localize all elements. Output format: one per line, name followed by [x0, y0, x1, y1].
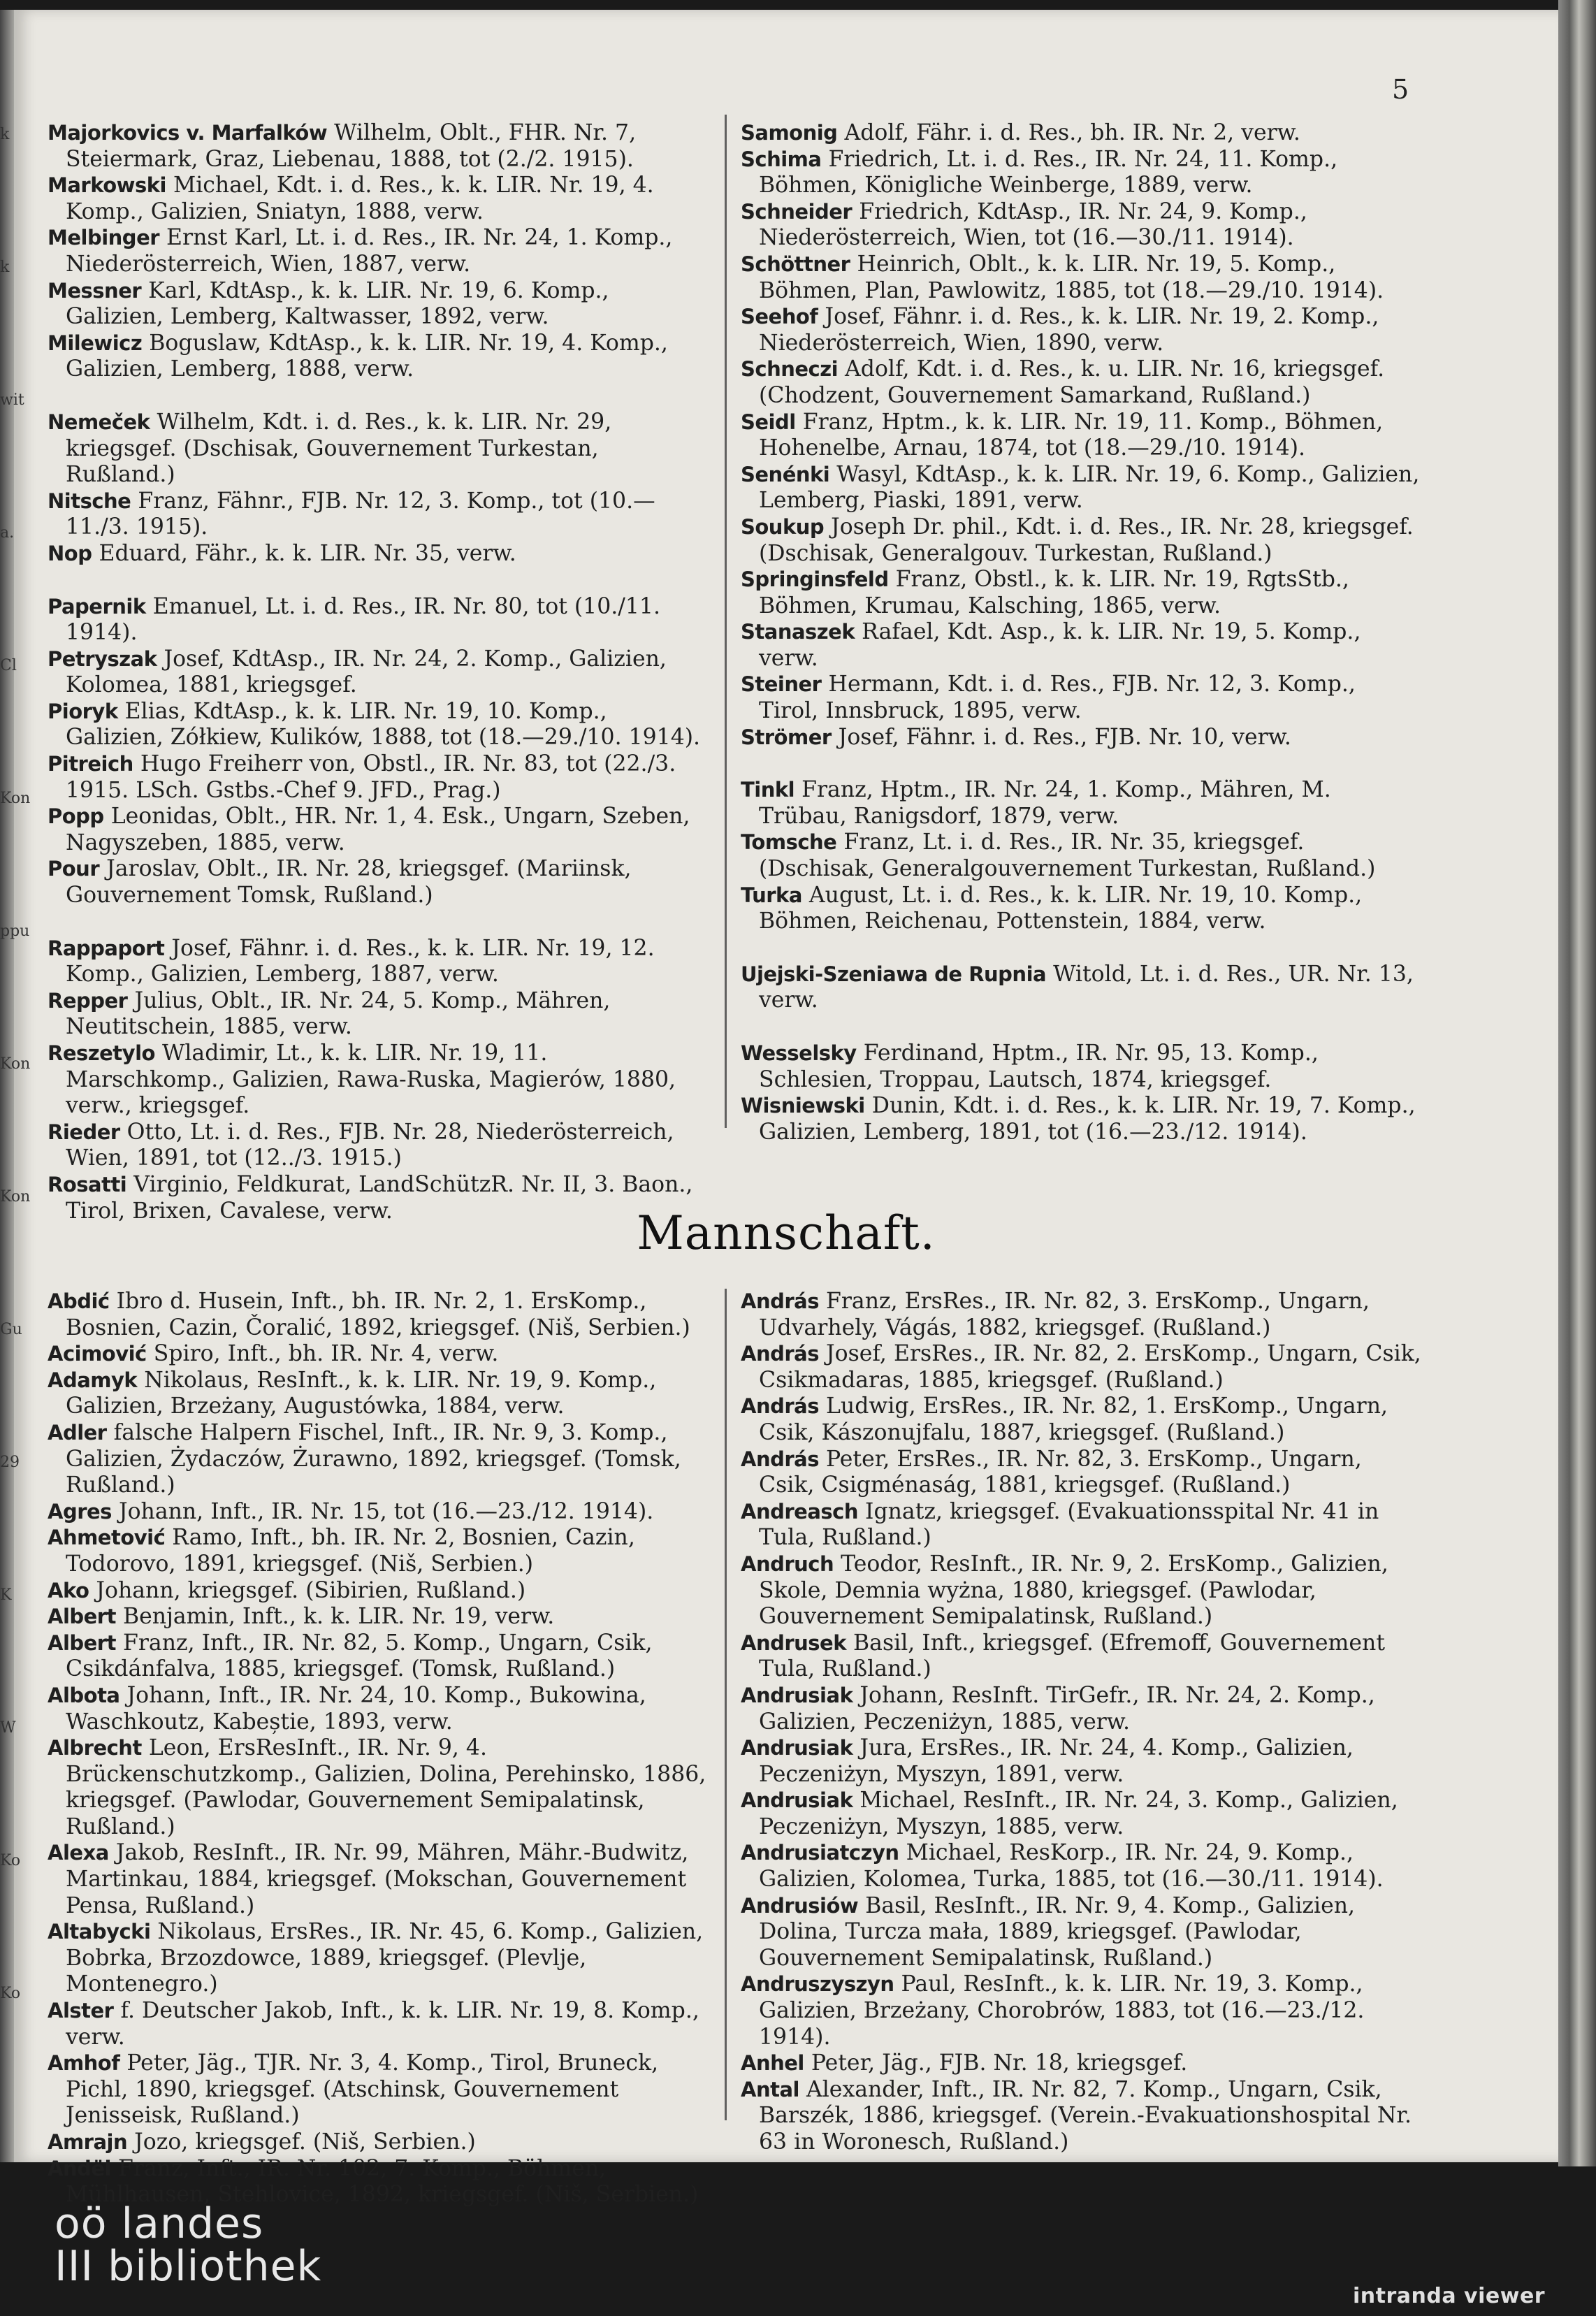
register-entry [48, 646, 711, 699]
entry-surname: Andruszyszyn [741, 1972, 894, 1997]
entry-details: Alexander, Inft., IR. Nr. 82, 7. Komp., Ungarn, Csik, Barszék, 1886, kriegsgef. (Verein.-Evakuationshospital Nr. 63 in Woronesch, Rußland.) [759, 2076, 1412, 2155]
entry-surname: Samonig [741, 121, 838, 145]
register-entry [741, 1394, 1422, 1446]
entry-details: Wasyl, KdtAsp., k. k. LIR. Nr. 19, 6. Komp., Galizien, Lemberg, Piaski, 1891, verw. [759, 461, 1420, 514]
register-entry [48, 1840, 711, 1919]
entry-surname: Schima [741, 147, 822, 171]
entry-details: Johann, Inft., IR. Nr. 15, tot (16.—23./12. 1914). [111, 1498, 654, 1524]
register-entry [48, 1604, 711, 1630]
register-entry [48, 856, 711, 909]
register-entry [48, 120, 711, 173]
entry-surname: Adamyk [48, 1368, 138, 1392]
register-entry [48, 2050, 711, 2129]
entry-details: Benjamin, Inft., k. k. LIR. Nr. 19, verw. [115, 1604, 555, 1630]
register-entry [48, 594, 711, 646]
register-entry [48, 1499, 711, 1526]
margin-fragment: Ko [0, 1852, 21, 1869]
entry-gap [741, 935, 1422, 962]
register-entry [48, 1420, 711, 1499]
viewer-label[interactable]: intranda viewer [1353, 2284, 1546, 2308]
register-entry [48, 1683, 711, 1735]
entry-details: Franz, ErsRes., IR. Nr. 82, 3. ErsKomp., Ungarn, Udvarhely, Vágás, 1882, kriegsgef. (Rußland.) [759, 1289, 1370, 1340]
entry-surname: Milewicz [48, 331, 143, 355]
register-entry [48, 488, 711, 541]
entry-details: Josef, KdtAsp., IR. Nr. 24, 2. Komp., Galizien, Kolomea, 1881, kriegsgef. [66, 646, 667, 698]
entry-surname: Wisniewski [741, 1094, 865, 1118]
register-entry [48, 2129, 711, 2156]
entry-details: Heinrich, Oblt., k. k. LIR. Nr. 19, 5. Komp., Böhmen, Plan, Pawlowitz, 1885, tot (18.—29./10. 1914). [759, 251, 1384, 303]
entry-details: Nikolaus, ErsRes., IR. Nr. 45, 6. Komp., Galizien, Bobrka, Brzozdowce, 1889, kriegsgef. (Plevlje, Montenegro.) [66, 1919, 704, 1997]
entry-surname: Messner [48, 278, 142, 303]
entry-surname: András [741, 1447, 819, 1471]
entry-surname: Albert [48, 1605, 116, 1629]
register-entry [48, 225, 711, 277]
entry-surname: Nitsche [48, 488, 131, 513]
register-entry [741, 672, 1422, 724]
register-entry [48, 1368, 711, 1420]
entry-surname: Andrusiak [741, 1788, 853, 1813]
entry-details: Wladimir, Lt., k. k. LIR. Nr. 19, 11. Marschkomp., Galizien, Rawa-Ruska, Magierów, 1880, verw., kriegsgef. [66, 1041, 676, 1119]
entry-details: Franz, Inft., IR. Nr. 82, 5. Komp., Ungarn, Csik, Csikdánfalva, 1885, kriegsgef. (Tomsk, Rußland.) [66, 1630, 653, 1682]
register-entry [741, 356, 1422, 409]
entry-surname: Soukup [741, 514, 825, 539]
register-entry [741, 1447, 1422, 1499]
register-entry [48, 1578, 711, 1605]
entry-surname: Papernik [48, 594, 146, 618]
entry-details: Eduard, Fähr., k. k. LIR. Nr. 35, verw. [92, 540, 516, 566]
entry-surname: Andrusek [741, 1630, 847, 1655]
entry-surname: Rappaport [48, 936, 165, 960]
section-title: Mannschaft. [637, 1206, 936, 1260]
entry-surname: Turka [741, 883, 802, 907]
entry-details: Ignatz, kriegsgef. (Evakuationsspital Nr. 41 in Tula, Rußland.) [759, 1498, 1379, 1551]
entry-surname: Pour [48, 857, 100, 881]
entry-surname: Andruch [741, 1551, 834, 1576]
entry-details: Dunin, Kdt. i. d. Res., k. k. LIR. Nr. 19, 7. Komp., Galizien, Lemberg, 1891, tot (16.—23./12. 1914). [759, 1093, 1416, 1145]
entry-details: Virginio, Feldkurat, LandSchützR. Nr. II, 3. Baon., Tirol, Brixen, Cavalese, verw. [66, 1171, 693, 1224]
margin-fragment: ppu [0, 922, 30, 940]
entry-details: Adolf, Fähr. i. d. Res., bh. IR. Nr. 2, verw. [837, 120, 1300, 145]
entry-details: Josef, Fähnr. i. d. Res., k. k. LIR. Nr. 19, 2. Komp., Niederösterreich, Wien, 1890, verw. [759, 304, 1379, 356]
entry-details: Johann, kriegsgef. (Sibirien, Rußland.) [89, 1577, 526, 1603]
register-entry [741, 1499, 1422, 1551]
margin-fragment: 29 [0, 1454, 20, 1471]
officers-column-left [48, 120, 711, 1224]
entry-surname: Popp [48, 804, 104, 829]
entry-details: Adolf, Kdt. i. d. Res., k. u. LIR. Nr. 16, kriegsgef. (Chodzent, Gouvernement Samarkand, Rußland.) [759, 356, 1385, 408]
entry-details: Franz, Lt. i. d. Res., IR. Nr. 35, kriegsgef. (Dschisak, Generalgouvernement Turkestan, Rußland.) [759, 830, 1376, 882]
entry-details: Peter, Jäg., FJB. Nr. 18, kriegsgef. [804, 2050, 1188, 2076]
document-page [14, 10, 1558, 2208]
margin-fragment: k [0, 126, 10, 143]
register-entry [741, 1630, 1422, 1683]
margin-fragment: Kon [0, 1188, 31, 1206]
register-entry [741, 725, 1422, 751]
entry-surname: Andrusiak [741, 1683, 853, 1707]
register-entry [741, 199, 1422, 252]
register-entry [741, 830, 1422, 882]
entry-details: Ernst Karl, Lt. i. d. Res., IR. Nr. 24, 1. Komp., Niederösterreich, Wien, 1887, verw. [66, 225, 673, 277]
register-entry [741, 514, 1422, 567]
entry-details: Michael, ResKorp., IR. Nr. 24, 9. Komp., Galizien, Kolomea, Turka, 1885, tot (16.—30./11. 1914). [759, 1840, 1384, 1892]
entry-details: Boguslaw, KdtAsp., k. k. LIR. Nr. 19, 4. Komp., Galizien, Lemberg, 1888, verw. [66, 330, 668, 382]
entry-surname: Stanaszek [741, 620, 855, 644]
entry-surname: Altabycki [48, 1920, 151, 1944]
entry-surname: Alexa [48, 1841, 109, 1865]
register-entry [741, 252, 1422, 304]
entry-surname: Strömer [741, 725, 832, 749]
margin-fragment: Kon [0, 790, 31, 807]
register-entry [48, 541, 711, 567]
entry-surname: Reszetylo [48, 1041, 155, 1065]
register-entry [741, 1041, 1422, 1093]
register-entry [741, 120, 1422, 147]
entry-surname: Andrusiatczyn [741, 1841, 899, 1865]
entry-surname: Repper [48, 988, 128, 1013]
register-entry [741, 147, 1422, 199]
entry-surname: András [741, 1289, 819, 1313]
register-entry [48, 936, 711, 988]
margin-fragment: K [0, 1586, 12, 1604]
register-entry [741, 1840, 1422, 1892]
register-entry [741, 883, 1422, 935]
entry-surname: Seidl [741, 410, 796, 434]
entry-surname: Petryszak [48, 646, 157, 671]
entry-details: August, Lt. i. d. Res., k. k. LIR. Nr. 19, 10. Komp., Böhmen, Reichenau, Pottenstein, 1884, verw. [759, 882, 1363, 934]
register-entry [48, 1525, 711, 1577]
library-logo[interactable] [55, 2199, 322, 2291]
register-entry [48, 1919, 711, 1998]
entry-surname: Abdić [48, 1289, 110, 1313]
officers-column-right [741, 120, 1422, 1145]
entry-details: Spiro, Inft., bh. IR. Nr. 4, verw. [146, 1341, 499, 1367]
entry-details: Ferdinand, Hptm., IR. Nr. 95, 13. Komp., Schlesien, Troppau, Lautsch, 1874, kriegsgef. [759, 1041, 1319, 1092]
entry-surname: András [741, 1342, 819, 1366]
entry-gap [48, 383, 711, 410]
men-column-left [48, 1289, 711, 2208]
margin-fragment: Cl [0, 657, 17, 674]
register-entry [741, 1735, 1422, 1788]
entry-surname: Andël [48, 2156, 111, 2180]
entry-details: Basil, ResInft., IR. Nr. 9, 4. Komp., Galizien, Dolina, Turcza mała, 1889, kriegsgef. (Pawlodar, Gouvernement Semipalatinsk, Rußland.) [759, 1892, 1356, 1971]
entry-surname: Tomsche [741, 830, 837, 855]
entry-surname: Steiner [741, 672, 822, 697]
register-entry [48, 1289, 711, 1341]
column-divider [725, 115, 727, 1128]
entry-surname: András [741, 1394, 819, 1419]
entry-details: Joseph Dr. phil., Kdt. i. d. Res., IR. Nr. 28, kriegsgef. (Dschisak, Generalgouv. Turkestan, Rußland.) [759, 514, 1414, 566]
entry-details: Peter, ErsRes., IR. Nr. 82, 3. ErsKomp., Ungarn, Csik, Csigménaság, 1881, kriegsgef. (Rußland.) [759, 1446, 1362, 1498]
register-entry [48, 1041, 711, 1120]
entry-surname: Adler [48, 1420, 107, 1445]
page-stack-edge [1558, 0, 1596, 2166]
entry-surname: Nop [48, 541, 92, 565]
register-entry [741, 1341, 1422, 1394]
entry-details: Jura, ErsRes., IR. Nr. 24, 4. Komp., Galizien, Peczeniżyn, Myszyn, 1891, verw. [759, 1735, 1354, 1787]
entry-details: Witold, Lt. i. d. Res., UR. Nr. 13, verw. [759, 961, 1414, 1013]
entry-details: Franz, Inft., IR. Nr. 102, 7. Komp., Böhmen, Mühlhausen, Stehlovice, 1892, kriegsgef. (Niš, Serbien.) [66, 2155, 699, 2208]
register-entry [48, 173, 711, 225]
entry-surname: Ujejski-Szeniawa de Rupnia [741, 962, 1047, 986]
entry-details: Hugo Freiherr von, Obstl., IR. Nr. 83, tot (22./3. 1915. LSch. Gstbs.-Chef 9. JFD., Prag.) [66, 751, 676, 803]
entry-details: Franz, Fähnr., FJB. Nr. 12, 3. Komp., tot (10.—11./3. 1915). [66, 488, 655, 540]
entry-surname: Seehof [741, 305, 818, 329]
entry-surname: Pitreich [48, 752, 133, 776]
entry-details: Ibro d. Husein, Inft., bh. IR. Nr. 2, 1. ErsKomp., Bosnien, Cazin, Čoralić, 1892, kriegsgef. (Niš, Serbien.) [66, 1289, 690, 1340]
entry-details: Michael, Kdt. i. d. Res., k. k. LIR. Nr. 19, 4. Komp., Galizien, Sniatyn, 1888, verw. [66, 173, 654, 224]
register-entry [48, 1735, 711, 1840]
entry-details: Michael, ResInft., IR. Nr. 24, 3. Komp., Galizien, Peczeniżyn, Myszyn, 1885, verw. [759, 1788, 1398, 1839]
margin-fragment: W [0, 1719, 16, 1737]
margin-fragment: k [0, 259, 10, 276]
entry-surname: Albota [48, 1683, 120, 1707]
register-entry [741, 1788, 1422, 1840]
entry-surname: Albrecht [48, 1736, 142, 1760]
margin-fragment: Gu [0, 1321, 22, 1338]
margin-fragment: Ko [0, 1985, 21, 2002]
margin-fragment: Kon [0, 1055, 31, 1073]
entry-surname: Schneczi [741, 357, 839, 382]
entry-surname: Schöttner [741, 252, 850, 276]
entry-details: Jakob, ResInft., IR. Nr. 99, Mähren, Mähr.-Budwitz, Martinkau, 1884, kriegsgef. (Mokschan, Gouvernement Pensa, Rußland.) [66, 1840, 689, 1918]
entry-surname: Amhof [48, 2051, 120, 2076]
entry-surname: Ahmetović [48, 1526, 166, 1550]
register-entry [48, 1630, 711, 1683]
entry-surname: Nemeček [48, 410, 150, 434]
entry-surname: Wesselsky [741, 1041, 857, 1065]
logo-line-1: oö landes [55, 2199, 264, 2248]
register-entry [48, 1998, 711, 2050]
register-entry [741, 304, 1422, 356]
entry-gap [48, 909, 711, 936]
entry-details: Friedrich, Lt. i. d. Res., IR. Nr. 24, 11. Komp., Böhmen, Königliche Weinberge, 1889, verw. [759, 146, 1338, 198]
entry-surname: Albert [48, 1630, 116, 1655]
entry-surname: Springinsfeld [741, 567, 889, 592]
entry-surname: Rosatti [48, 1172, 127, 1196]
entry-details: Nikolaus, ResInft., k. k. LIR. Nr. 19, 9. Komp., Galizien, Brzeżany, Augustówka, 1884, verw. [66, 1367, 657, 1419]
register-entry [741, 1093, 1422, 1145]
entry-details: Ludwig, ErsRes., IR. Nr. 82, 1. ErsKomp., Ungarn, Csik, Kászonujfalu, 1887, kriegsgef. (Rußland.) [759, 1394, 1388, 1445]
entry-details: Friedrich, KdtAsp., IR. Nr. 24, 9. Komp., Niederösterreich, Wien, tot (16.—30./11. 1914). [759, 198, 1307, 251]
entry-details: f. Deutscher Jakob, Inft., k. k. LIR. Nr. 19, 8. Komp., verw. [66, 1998, 699, 2050]
register-entry [48, 410, 711, 488]
page-number: 5 [1392, 74, 1409, 105]
entry-surname: Antal [741, 2077, 799, 2101]
register-entry [741, 1683, 1422, 1735]
register-entry [48, 751, 711, 804]
register-entry [741, 2050, 1422, 2077]
entry-details: Josef, ErsRes., IR. Nr. 82, 2. ErsKomp., Ungarn, Csik, Csikmadaras, 1885, kriegsgef. (Rußland.) [759, 1341, 1421, 1393]
entry-details: Elias, KdtAsp., k. k. LIR. Nr. 19, 10. Komp., Galizien, Zółkiew, Kulików, 1888, tot (18.—29./10. 1914). [66, 698, 701, 751]
entry-surname: Pioryk [48, 699, 118, 723]
entry-surname: Tinkl [741, 778, 795, 802]
entry-surname: Markowski [48, 173, 166, 198]
margin-fragment: a. [0, 524, 15, 542]
entry-gap [741, 751, 1422, 777]
entry-details: Johann, Inft., IR. Nr. 24, 10. Komp., Bukowina, Waschkoutz, Kabeștie, 1893, verw. [66, 1682, 646, 1735]
entry-surname: Anhel [741, 2051, 804, 2076]
register-entry [48, 804, 711, 856]
entry-surname: Rieder [48, 1120, 120, 1144]
entry-surname: Majorkovics v. Marfalków [48, 121, 328, 145]
entry-details: Franz, Hptm., k. k. LIR. Nr. 19, 11. Komp., Böhmen, Hohenelbe, Arnau, 1874, tot (18.—29./10. 1914). [759, 409, 1384, 461]
entry-surname: Andrusiak [741, 1736, 853, 1760]
entry-surname: Melbinger [48, 226, 160, 250]
register-entry [741, 619, 1422, 672]
register-entry [741, 1289, 1422, 1341]
entry-details: falsche Halpern Fischel, Inft., IR. Nr. 9, 3. Komp., Galizien, Żydaczów, Żurawno, 1892, kriegsgef. (Tomsk, Rußland.) [66, 1419, 681, 1498]
logo-line-2: III bibliothek [55, 2242, 322, 2291]
entry-details: Peter, Jäg., TJR. Nr. 3, 4. Komp., Tirol, Bruneck, Pichl, 1890, kriegsgef. (Atschinsk, Gouvernement Jenisseisk, Rußland.) [66, 2050, 659, 2129]
entry-details: Otto, Lt. i. d. Res., FJB. Nr. 28, Niederösterreich, Wien, 1891, tot (12../3. 1915.) [66, 1119, 674, 1171]
entry-surname: Acimović [48, 1342, 147, 1366]
entry-details: Ramo, Inft., bh. IR. Nr. 2, Bosnien, Cazin, Todorovo, 1891, kriegsgef. (Niš, Serbien.) [66, 1525, 635, 1577]
entry-surname: Senénki [741, 462, 830, 486]
entry-details: Wilhelm, Kdt. i. d. Res., k. k. LIR. Nr. 29, kriegsgef. (Dschisak, Gouvernement Turkestan, Rußland.) [66, 409, 612, 488]
entry-details: Johann, ResInft. TirGefr., IR. Nr. 24, 2. Komp., Galizien, Peczeniżyn, 1885, verw. [759, 1682, 1375, 1735]
register-entry [741, 1893, 1422, 1972]
entry-details: Franz, Obstl., k. k. LIR. Nr. 19, RgtsStb., Böhmen, Krumau, Kalsching, 1865, verw. [759, 567, 1349, 618]
register-entry [48, 1120, 711, 1172]
entry-details: Wilhelm, Oblt., FHR. Nr. 7, Steiermark, Graz, Liebenau, 1888, tot (2./2. 1915). [66, 120, 637, 172]
entry-surname: Schneider [741, 199, 853, 224]
entry-surname: Amrajn [48, 2130, 128, 2154]
entry-details: Hermann, Kdt. i. d. Res., FJB. Nr. 12, 3. Komp., Tirol, Innsbruck, 1895, verw. [759, 672, 1356, 724]
margin-fragment: wit [0, 391, 24, 409]
entry-details: Julius, Oblt., IR. Nr. 24, 5. Komp., Mähren, Neutitschein, 1885, verw. [66, 987, 611, 1040]
entry-details: Franz, Hptm., IR. Nr. 24, 1. Komp., Mähren, M. Trübau, Ranigsdorf, 1879, verw. [759, 777, 1331, 829]
column-divider [725, 1289, 727, 2120]
entry-surname: Andrusiów [741, 1893, 859, 1918]
entry-surname: Ako [48, 1578, 89, 1602]
entry-details: Emanuel, Lt. i. d. Res., IR. Nr. 80, tot (10./11. 1914). [66, 593, 660, 646]
entry-details: Josef, Fähnr. i. d. Res., k. k. LIR. Nr. 19, 12. Komp., Galizien, Lemberg, 1887, verw. [66, 935, 655, 987]
entry-details: Basil, Inft., kriegsgef. (Efremoff, Gouvernement Tula, Rußland.) [759, 1630, 1385, 1682]
register-entry [48, 331, 711, 383]
entry-gap [48, 567, 711, 594]
entry-details: Leon, ErsResInft., IR. Nr. 9, 4. Brückenschutzkomp., Galizien, Dolina, Perehinsko, 1886, kriegsgef. (Pawlodar, Gouvernement Semipalatinsk, Rußland.) [66, 1735, 706, 1839]
register-entry [48, 988, 711, 1041]
register-entry [741, 2077, 1422, 2156]
entry-details: Jozo, kriegsgef. (Niš, Serbien.) [127, 2129, 476, 2155]
register-entry [741, 777, 1422, 830]
register-entry [48, 278, 711, 331]
entry-details: Leonidas, Oblt., HR. Nr. 1, 4. Esk., Ungarn, Szeben, Nagyszeben, 1885, verw. [66, 804, 690, 855]
entry-surname: Alster [48, 1999, 114, 2023]
entry-details: Jaroslav, Oblt., IR. Nr. 28, kriegsgef. (Mariinsk, Gouvernement Tomsk, Rußland.) [66, 856, 632, 909]
entry-details: Josef, Fähnr. i. d. Res., FJB. Nr. 10, verw. [831, 724, 1291, 750]
entry-gap [741, 1014, 1422, 1041]
men-column-right [741, 1289, 1422, 2156]
entry-details: Rafael, Kdt. Asp., k. k. LIR. Nr. 19, 5. Komp., verw. [759, 619, 1361, 671]
entry-surname: Agres [48, 1499, 112, 1524]
register-entry [741, 567, 1422, 619]
register-entry [741, 410, 1422, 462]
entry-surname: Andreasch [741, 1499, 858, 1524]
register-entry [741, 1551, 1422, 1630]
entry-details: Karl, KdtAsp., k. k. LIR. Nr. 19, 6. Komp., Galizien, Lemberg, Kaltwasser, 1892, verw. [66, 277, 609, 330]
register-entry [741, 1971, 1422, 2050]
register-entry [741, 962, 1422, 1014]
entry-details: Teodor, ResInft., IR. Nr. 9, 2. ErsKomp., Galizien, Skole, Demnia wyżna, 1880, kriegsgef. (Pawlodar, Gouvernement Semipalatinsk, Rußland.) [759, 1551, 1388, 1630]
entry-details: Paul, ResInft., k. k. LIR. Nr. 19, 3. Komp., Galizien, Brzeżany, Chorobrów, 1883, tot (16.—23./12. 1914). [759, 1971, 1365, 2050]
register-entry [741, 462, 1422, 514]
register-entry [48, 699, 711, 751]
register-entry [48, 1341, 711, 1368]
